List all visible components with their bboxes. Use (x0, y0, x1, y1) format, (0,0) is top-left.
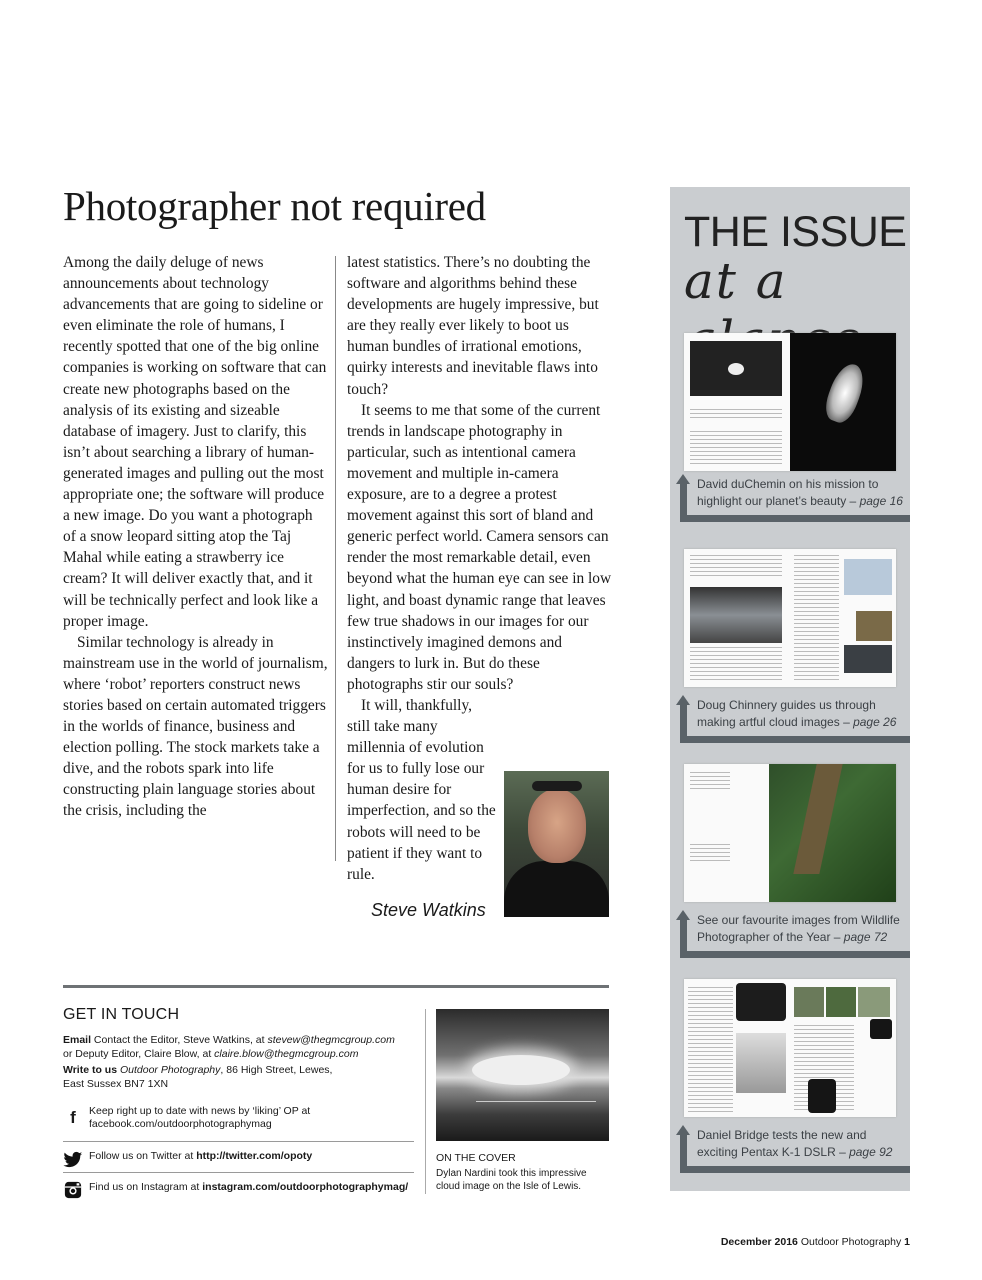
instagram-icon[interactable] (63, 1181, 83, 1201)
deputy-editor-email-link[interactable]: claire.blow@thegmcgroup.com (214, 1047, 359, 1060)
author-signature: Steve Watkins (371, 900, 486, 920)
cover-title: ON THE COVER (436, 1152, 516, 1164)
twitter-row: Follow us on Twitter at http://twitter.com/opoty (63, 1148, 414, 1176)
email-info: Email Contact the Editor, Steve Watkins, at stevew@thegmcgroup.com or Deputy Editor, Claire Blow, at claire.blow@thegmcgroup.com (63, 1034, 395, 1060)
arrow-up-icon (676, 474, 690, 484)
caption-page-72: See our favourite images from Wildlife Photographer of the Year – page 72 (680, 912, 910, 958)
sidebar-subtitle: at a (684, 252, 788, 310)
headline: Photographer not required (63, 183, 486, 229)
paragraph: Similar technology is already in mainstream use in the world of journalism, where ‘robot’ reporters construct news stories based on certain automated triggers in the worlds of finance, business and election polling. The stock markets take a dive, and the robots spark into life constructing plain language stories about the crisis, including the (63, 633, 328, 820)
column-divider (335, 256, 336, 861)
arrow-up-icon (676, 1125, 690, 1135)
preview-thumbnail-page-26[interactable] (684, 549, 896, 687)
twitter-icon[interactable] (63, 1151, 83, 1171)
facebook-icon[interactable]: f (70, 1108, 76, 1127)
section-divider (425, 1009, 426, 1194)
facebook-link[interactable]: facebook.com/outdoorphotographymag (89, 1118, 272, 1130)
paragraph: Among the daily deluge of news announcements about technology advancements that are going to sideline or even eliminate the role of humans, I recently spotted that one of the big online companies is working on software that can create new photographs based on the analysis of its existing and sizeable database of imagery. Just to clarify, this isn’t about searching a library of human-generated images and pulling out the most appropriate one; the software will produce a new image. Do you want a photograph of a snow leopard sitting atop the Taj Mahal while eating a strawberry ice cream? It will deliver exactly that, and it will be technically perfect and look like a proper image. (63, 254, 327, 630)
instagram-row: Find us on Instagram at instagram.com/outdoorphotographymag/ (63, 1178, 414, 1206)
divider (63, 1141, 414, 1142)
instagram-link[interactable]: instagram.com/outdoorphotographymag/ (202, 1181, 409, 1193)
section-rule (63, 985, 609, 988)
editorial-column-1 (63, 252, 328, 822)
preview-thumbnail-page-92[interactable] (684, 979, 896, 1117)
get-in-touch-title: GET IN TOUCH (63, 1006, 180, 1023)
editor-email-link[interactable]: stevew@thegmcgroup.com (267, 1034, 395, 1046)
arrow-up-icon (676, 695, 690, 705)
paragraph: It seems to me that some of the current trends in landscape photography in particular, such as intentional camera movement and multiple in-camera exposure, are to a degree a protest movement against this sort of bland and generic perfect world. Camera sensors can render the most remarkable detail, even beyond what the human eye can see in low light, and boast dynamic range that leaves few true shadows in our images for our instinctively imagined demons and dangers to lurk in. But do these photographs stir our souls? (347, 401, 612, 693)
cover-caption: Dylan Nardini took this impressive cloud image on the Isle of Lewis. (436, 1168, 587, 1192)
caption-page-16: David duChemin on his mission to highlight our planet’s beauty – page 16 (680, 476, 910, 522)
cover-image (436, 1009, 609, 1141)
twitter-link[interactable]: http://twitter.com/opoty (196, 1150, 313, 1162)
caption-page-92: Daniel Bridge tests the new and exciting Pentax K-1 DSLR – page 92 (680, 1127, 910, 1173)
page-footer: December 2016 Outdoor Photography 1 (720, 1236, 910, 1248)
caption-page-26: Doug Chinnery guides us through making artful cloud images – page 26 (680, 697, 910, 743)
postal-address: Write to us Outdoor Photography, 86 High Street, Lewes, East Sussex BN7 1XN (63, 1064, 333, 1090)
author-photo (504, 771, 609, 917)
sidebar-title: THE ISSUE (684, 208, 907, 256)
divider (63, 1172, 414, 1173)
paragraph: latest statistics. There’s no doubting the software and algorithms behind these developments are hugely impressive, but are they really ever likely to boot us human bundles of irrational emotions, quirky interests and inevitable flaws into touch? (347, 254, 599, 398)
paragraph: It will, thankfully, still take many millennia of evolution for us to fully lose our human desire for imperfection, and so the robots will need to be patient if they want to rule. (347, 696, 496, 883)
preview-thumbnail-page-72[interactable] (684, 764, 896, 902)
arrow-up-icon (676, 910, 690, 920)
preview-thumbnail-page-16[interactable] (684, 333, 896, 471)
facebook-row: f Keep right up to date with news by ‘liking’ OP at facebook.com/outdoorphotographymag (63, 1105, 414, 1133)
